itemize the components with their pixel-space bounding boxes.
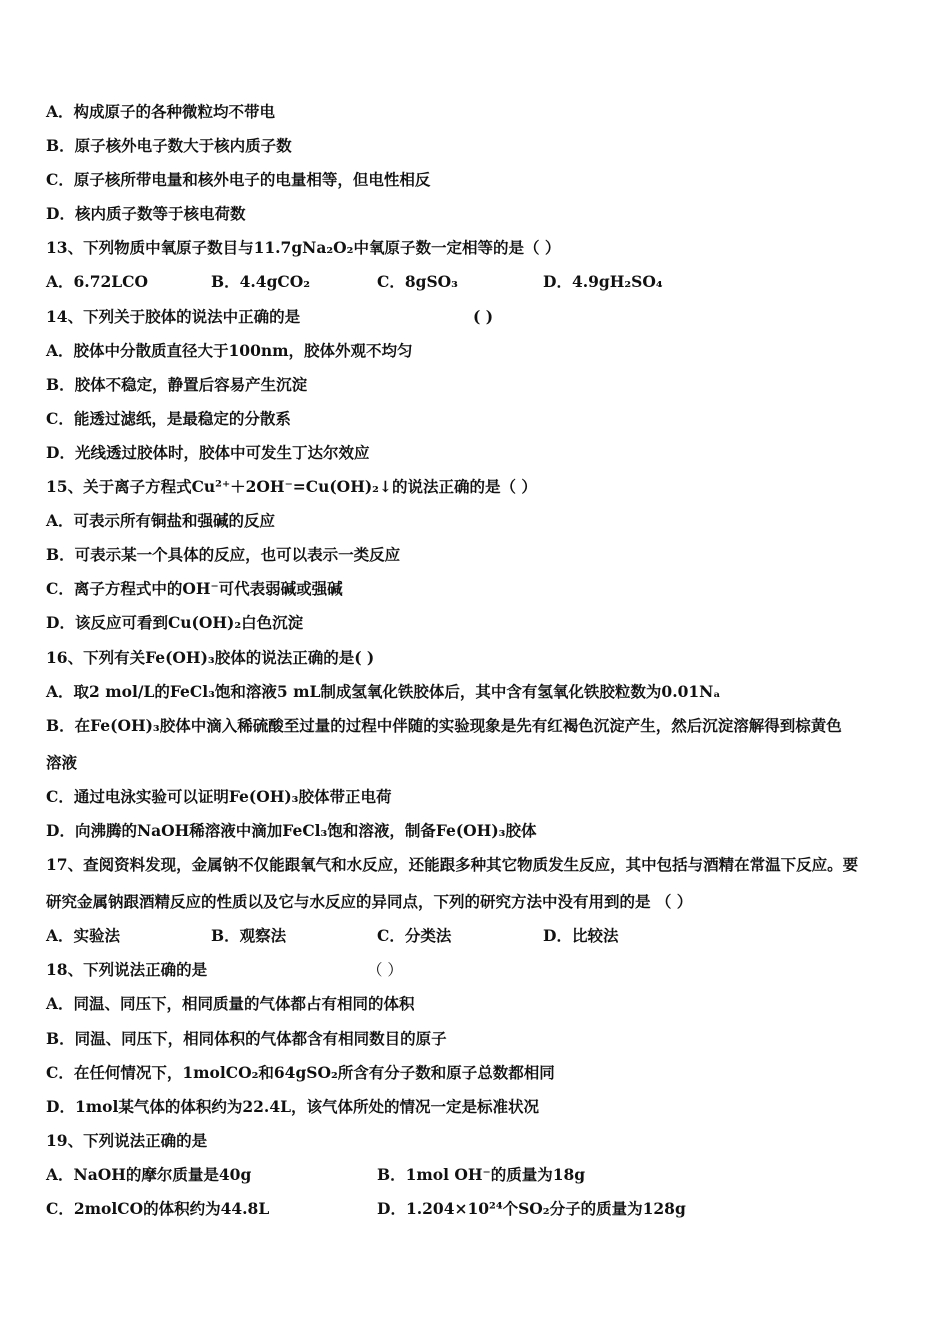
q15-option-a: A．可表示所有铜盐和强碱的反应 xyxy=(46,511,276,530)
q19-option-d: D．1.204×10²⁴个SO₂分子的质量为128g xyxy=(377,1199,686,1218)
q13-option-d: D．4.9gH₂SO₄ xyxy=(543,272,663,291)
q12-option-d: D．核内质子数等于核电荷数 xyxy=(46,204,246,223)
q18-stem: 18、下列说法正确的是 xyxy=(46,960,208,979)
q14-paren: ( ) xyxy=(473,307,494,326)
q17-option-a: A．实验法 xyxy=(46,926,121,945)
q19-stem: 19、下列说法正确的是 xyxy=(46,1131,208,1150)
q15-option-d: D．该反应可看到Cu(OH)₂白色沉淀 xyxy=(46,613,304,632)
q15-stem: 15、关于离子方程式Cu²⁺＋2OH⁻=Cu(OH)₂↓的说法正确的是（ ） xyxy=(46,477,537,496)
q18-option-a: A．同温、同压下，相同质量的气体都占有相同的体积 xyxy=(46,994,415,1013)
q12-option-a: A．构成原子的各种微粒均不带电 xyxy=(46,102,276,121)
q15-option-b: B．可表示某一个具体的反应，也可以表示一类反应 xyxy=(46,545,401,564)
q13-option-c: C．8gSO₃ xyxy=(377,272,458,291)
q16-option-d: D．向沸腾的NaOH稀溶液中滴加FeCl₃饱和溶液，制备Fe(OH)₃胶体 xyxy=(46,821,537,840)
q19-option-c: C．2molCO的体积约为44.8L xyxy=(46,1199,270,1218)
q18-option-d: D．1mol某气体的体积约为22.4L，该气体所处的情况一定是标准状况 xyxy=(46,1097,540,1116)
q14-stem: 14、下列关于胶体的说法中正确的是 xyxy=(46,307,301,326)
q18-option-c: C．在任何情况下，1molCO₂和64gSO₂所含有分子数和原子总数都相同 xyxy=(46,1063,555,1082)
q16-option-b: B．在Fe(OH)₃胶体中滴入稀硫酸至过量的过程中伴随的实验现象是先有红褐色沉淀产生，然后沉淀溶解得到棕黄色 xyxy=(46,716,842,735)
q16-option-a: A．取2 mol/L的FeCl₃饱和溶液5 mL制成氢氧化铁胶体后，其中含有氢氧化铁胶粒数为0.01Nₐ xyxy=(46,682,721,701)
q14-option-b: B．胶体不稳定，静置后容易产生沉淀 xyxy=(46,375,308,394)
q12-option-b: B．原子核外电子数大于核内质子数 xyxy=(46,136,292,155)
q13-stem: 13、下列物质中氧原子数目与11.7gNa₂O₂中氧原子数一定相等的是（ ） xyxy=(46,238,561,257)
q15-option-c: C．离子方程式中的OH⁻可代表弱碱或强碱 xyxy=(46,579,343,598)
q13-option-a: A．6.72LCO xyxy=(46,272,149,291)
q17-option-c: C．分类法 xyxy=(377,926,452,945)
q13-option-b: B．4.4gCO₂ xyxy=(211,272,311,291)
q17-option-d: D．比较法 xyxy=(543,926,619,945)
q12-option-c: C．原子核所带电量和核外电子的电量相等，但电性相反 xyxy=(46,170,431,189)
q14-option-c: C．能透过滤纸，是最稳定的分散系 xyxy=(46,409,291,428)
q18-option-b: B．同温、同压下，相同体积的气体都含有相同数目的原子 xyxy=(46,1029,447,1048)
q17-stem-line2: 研究金属钠跟酒精反应的性质以及它与水反应的异同点，下列的研究方法中没有用到的是 （ ） xyxy=(46,892,693,911)
q14-option-d: D．光线透过胶体时，胶体中可发生丁达尔效应 xyxy=(46,443,370,462)
q14-option-a: A．胶体中分散质直径大于100nm，胶体外观不均匀 xyxy=(46,341,413,360)
q19-option-a: A．NaOH的摩尔质量是40g xyxy=(46,1165,252,1184)
q17-option-b: B．观察法 xyxy=(211,926,287,945)
q16-stem: 16、下列有关Fe(OH)₃胶体的说法正确的是( ) xyxy=(46,648,375,667)
q16-option-b-cont: 溶液 xyxy=(46,753,78,772)
q18-paren: （ ） xyxy=(367,961,403,979)
q19-option-b: B．1mol OH⁻的质量为18g xyxy=(377,1165,586,1184)
q17-stem-line1: 17、查阅资料发现，金属钠不仅能跟氧气和水反应，还能跟多种其它物质发生反应，其中包括与酒精在常温下反应。要 xyxy=(46,855,859,874)
q16-option-c: C．通过电泳实验可以证明Fe(OH)₃胶体带正电荷 xyxy=(46,787,392,806)
